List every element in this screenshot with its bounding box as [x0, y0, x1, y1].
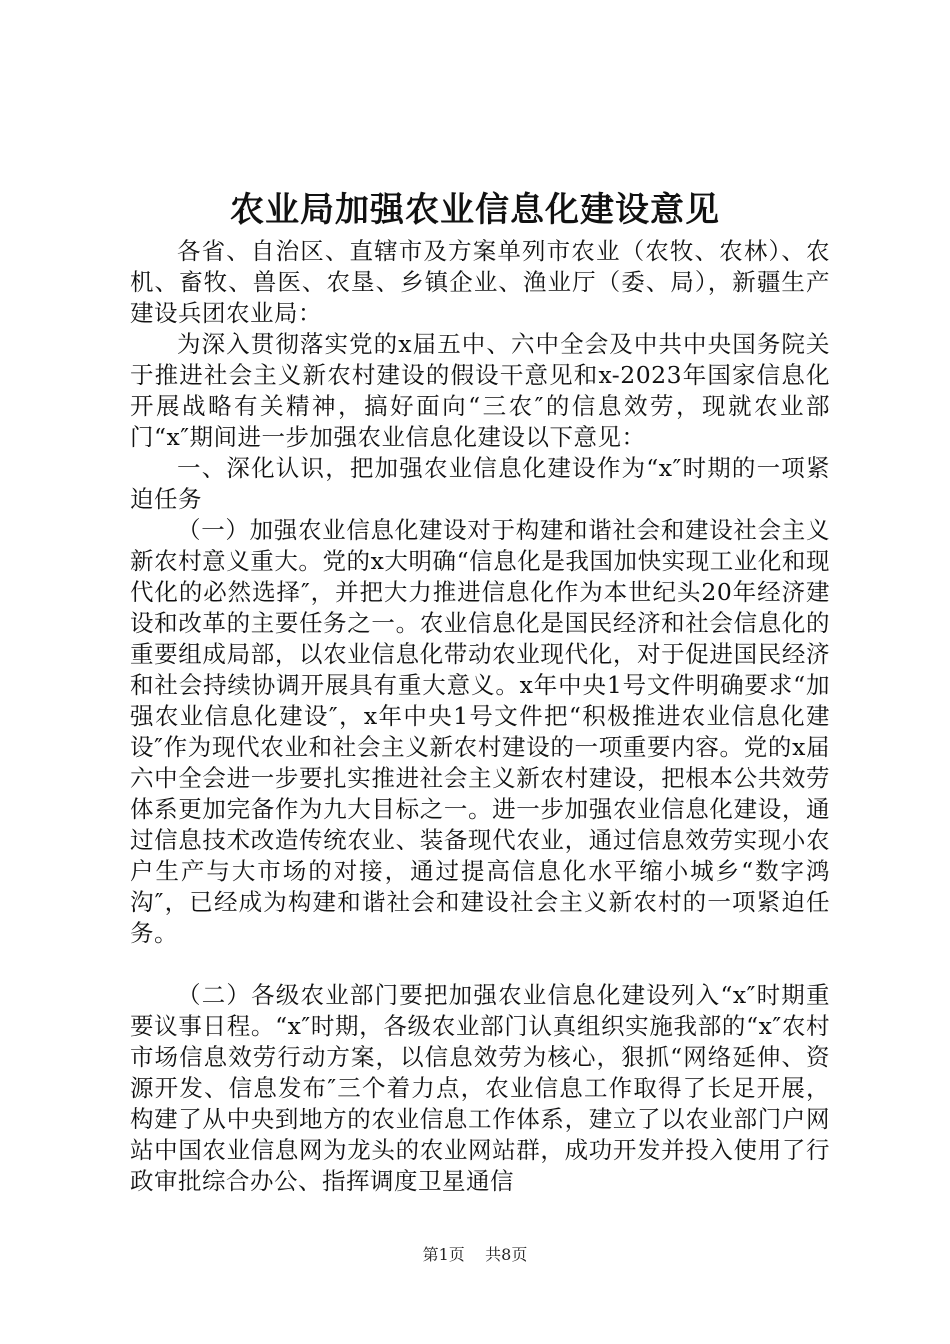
paragraph-addressees: 各省、自治区、直辖市及方案单列市农业（农牧、农林）、农机、畜牧、兽医、农垦、乡镇企业、渔业厅（委、局），新疆生产建设兵团农业局： [130, 237, 830, 327]
page-number: 第1页 [422, 1245, 465, 1264]
paragraph-intro: 为深入贯彻落实党的x届五中、六中全会及中共中央国务院关于推进社会主义新农村建设的假设干意见和x-2023年国家信息化开展战略有关精神，搞好面向“三农″的信息效劳，现就农业部门“x″期间进一步加强农业信息化建设以下意见： [130, 330, 830, 451]
paragraph-item-1: （一）加强农业信息化建设对于构建和谐社会和建设社会主义新农村意义重大。党的x大明确“信息化是我国加快实现工业化和现代化的必然选择″，并把大力推进信息化作为本世纪头20年经济建设和改革的主要任务之一。农业信息化是国民经济和社会信息化的重要组成局部，以农业信息化带动农业现代化，对于促进国民经济和社会持续协调开展具有重大意义。x年中央1号文件明确要求“加强农业信息化建设″，x年中央1号文件把“积极推进农业信息化建设″作为现代农业和社会主义新农村建设的一项重要内容。党的x届六中全会进一步要扎实推进社会主义新农村建设，把根本公共效劳体系更加完备作为九大目标之一。进一步加强农业信息化建设，通过信息技术改造传统农业、装备现代农业，通过信息效劳实现小农户生产与大市场的对接，通过提高信息化水平缩小城乡“数字鸿沟″，已经成为构建和谐社会和建设社会主义新农村的一项紧迫任务。 [130, 516, 830, 947]
page-total: 共8页 [485, 1245, 528, 1264]
page-footer [0, 1244, 950, 1266]
document-body [130, 236, 830, 1197]
section-heading-1: 一、深化认识，把加强农业信息化建设作为“x″时期的一项紧迫任务 [130, 454, 830, 513]
document-title: 农业局加强农业信息化建设意见 [230, 190, 720, 230]
paragraph-item-2: （二）各级农业部门要把加强农业信息化建设列入“x″时期重要议事日程。“x″时期，各级农业部门认真组织实施我部的“x″农村市场信息效劳行动方案，以信息效劳为核心，狠抓“网络延伸、资源开发、信息发布″三个着力点，农业信息工作取得了长足开展，构建了从中央到地方的农业信息工作体系，建立了以农业部门户网站中国农业信息网为龙头的农业网站群，成功开发并投入使用了行政审批综合办公、指挥调度卫星通信 [130, 981, 830, 1195]
